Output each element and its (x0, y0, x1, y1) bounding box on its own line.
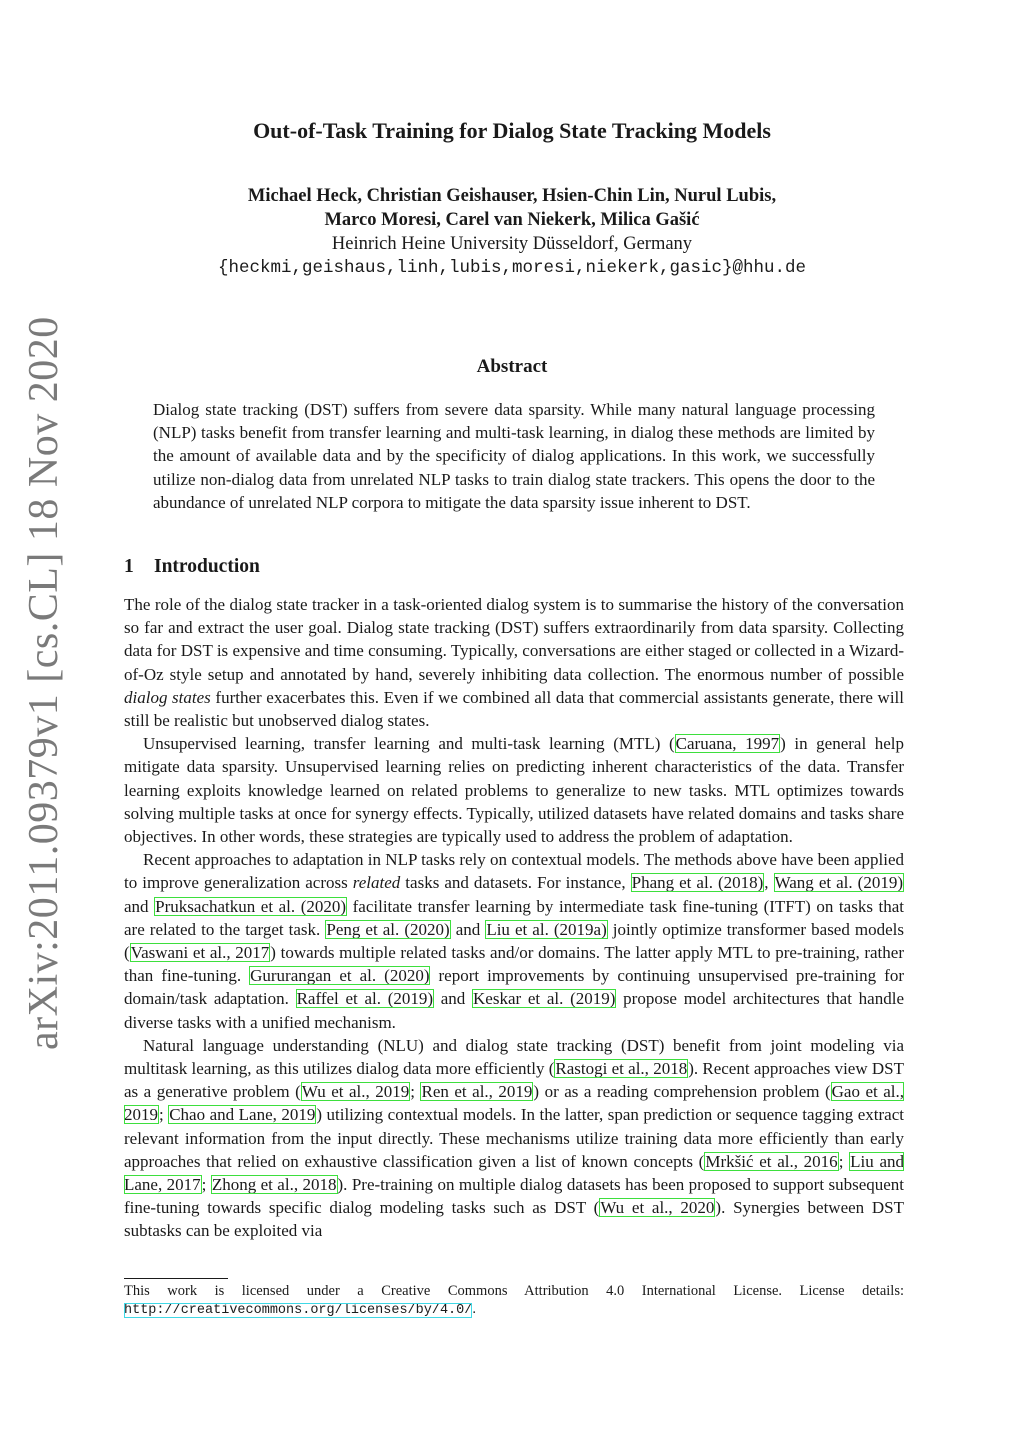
citation-link[interactable]: Keskar et al. (2019) (473, 989, 616, 1009)
paragraph-1 (124, 593, 904, 732)
citation-link[interactable]: Vaswani et al., 2017 (130, 943, 270, 963)
paragraph-3 (124, 848, 904, 1034)
citation-link[interactable]: Ren et al., 2019 (421, 1082, 533, 1102)
text-run: ) in general help mitigate data sparsity. Unsupervised learning relies on predicting inherent characteristics of the data. Transfer learning exploits knowledge learned on related problems to generalize to new tasks. MTL optimizes towards solving multiple tasks at once for synergy effects. Typically, utilized datasets have related domains and tasks share objectives. In other words, these strategies are typically used to address the problem of adaptation. (124, 734, 905, 847)
citation-link[interactable]: Liu et al. (2019a) (486, 919, 607, 939)
author-emails: {heckmi,geishaus,linh,lubis,moresi,niekerk,gasic}@hhu.de (217, 258, 807, 278)
text-run: and (450, 919, 486, 939)
citation-link[interactable]: Gururangan et al. (2020) (250, 966, 430, 986)
emphasis-text: related (352, 873, 401, 893)
author-names-line-2: Marco Moresi, Carel van Niekerk, Milica Gašić (324, 210, 700, 230)
section-title: Introduction (154, 556, 260, 577)
author-block (0, 184, 1024, 280)
text-run: and (124, 896, 155, 916)
text-run: report improvements by continuing unsupervised pre-training for domain/task adaptation. (124, 966, 904, 1009)
paragraph-2 (124, 732, 904, 848)
text-run: ; (410, 1082, 421, 1102)
text-run: ; (201, 1175, 211, 1195)
arxiv-identifier-stamp: arXiv:2011.09379v1 [cs.CL] 18 Nov 2020 (21, 316, 67, 1050)
citation-link[interactable]: Rastogi et al., 2018 (555, 1059, 688, 1079)
citation-link[interactable]: Peng et al. (2020) (326, 919, 450, 939)
text-run: ) towards multiple related tasks and/or domains. The latter apply MTL to pre-training, rather than fine-tuning. (124, 943, 904, 986)
footnote-divider (124, 1278, 228, 1279)
emphasis-text: dialog states (124, 687, 211, 707)
paragraph-4 (124, 1034, 904, 1243)
section-number: 1 (124, 556, 134, 577)
section-heading-introduction (124, 556, 260, 578)
text-run: The role of the dialog state tracker in a task-oriented dialog system is to summarise the history of the conversation so far and extract the user goal. Dialog state tracking (DST) suffers extraordinarily from data sparsity. Collecting data for DST is expensive and time consuming. Typically, conversations are either staged or collected in a Wizard-of-Oz style setup and annotated by hand, severely inhibiting data collection. The enormous number of possible (124, 595, 904, 684)
text-run: ). Recent approaches view DST as a generative problem ( (124, 1059, 905, 1102)
citation-link[interactable]: Wu et al., 2019 (301, 1082, 410, 1102)
text-run: ). Pre-training on multiple dialog datasets has been proposed to support subsequent fine-tuning towards specific dialog modeling tasks such as DST ( (124, 1175, 905, 1218)
text-run: ; (838, 1151, 850, 1171)
text-run: ). Synergies between DST subtasks can be exploited via (124, 1198, 905, 1241)
citation-link[interactable]: Mrkšić et al., 2016 (705, 1151, 838, 1171)
text-run: ) or as a reading comprehension problem ( (533, 1082, 831, 1102)
abstract-heading: Abstract (476, 356, 548, 377)
citation-link[interactable]: Raffel et al. (2019) (296, 989, 434, 1009)
text-run: ; (159, 1105, 169, 1125)
text-run: Natural language understanding (NLU) and dialog state tracking (DST) benefit from joint modeling via multitask learning, as this utilizes dialog data more efficiently ( (124, 1035, 904, 1079)
text-run: ) utilizing contextual models. In the latter, span prediction or sequence tagging extract relevant information from the input directly. These mechanisms utilize training data more efficiently than early approaches that relied on exhaustive classification given a list of known concepts ( (124, 1105, 904, 1171)
citation-link[interactable]: Caruana, 1997 (675, 734, 780, 754)
text-run: propose model architectures that handle diverse tasks with a unified mechanism. (124, 989, 904, 1032)
citation-link[interactable]: Wu et al., 2020 (600, 1198, 715, 1218)
author-names-line-1: Michael Heck, Christian Geishauser, Hsien-Chin Lin, Nurul Lubis, (247, 186, 777, 206)
citation-link[interactable]: Phang et al. (2018) (631, 873, 764, 893)
license-footnote (124, 1282, 904, 1320)
citation-link[interactable]: Chao and Lane, 2019 (169, 1105, 316, 1125)
footnote-period: . (472, 1301, 476, 1317)
citation-link[interactable]: Pruksachatkun et al. (2020) (155, 896, 347, 916)
abstract-text: Dialog state tracking (DST) suffers from severe data sparsity. While many natural language processing (NLP) tasks benefit from transfer learning and multi-task learning, in dialog these methods are limited by the amount of available data and by the specificity of dialog applications. In this work, we successfully utilize non-dialog data from unrelated NLP tasks to train dialog state trackers. This opens the door to the abundance of unrelated NLP corpora to mitigate the data sparsity issue inherent to DST. (153, 400, 875, 512)
text-run: , (764, 873, 774, 893)
text-run: Recent approaches to adaptation in NLP tasks rely on contextual models. The methods above have been applied to improve generalization across (124, 850, 904, 893)
license-url-link[interactable]: http://creativecommons.org/licenses/by/4.0/ (124, 1303, 473, 1318)
footnote-text: This work is licensed under a Creative Commons Attribution 4.0 International License. License details: (124, 1283, 904, 1299)
text-run: tasks and datasets. For instance, (400, 873, 631, 893)
author-affiliation: Heinrich Heine University Düsseldorf, Germany (331, 234, 693, 254)
citation-link[interactable]: Liu and Lane, 2017 (124, 1151, 905, 1195)
text-run: Unsupervised learning, transfer learning and multi-task learning (MTL) ( (143, 734, 675, 754)
citation-link[interactable]: Gao et al., 2019 (124, 1082, 905, 1125)
text-run: further exacerbates this. Even if we combined all data that commercial assistants generate, there will still be realistic but unobserved dialog states. (124, 687, 904, 731)
citation-link[interactable]: Zhong et al., 2018 (211, 1175, 337, 1195)
citation-link[interactable]: Wang et al. (2019) (774, 873, 903, 893)
text-run: jointly optimize transformer based models ( (124, 919, 905, 963)
paper-title: Out-of-Task Training for Dialog State Tracking Models (253, 118, 771, 143)
text-run: facilitate transfer learning by intermediate task fine-tuning (ITFT) on tasks that are related to the target task. (124, 896, 904, 939)
text-run: and (434, 989, 473, 1009)
introduction-body (124, 593, 904, 1243)
